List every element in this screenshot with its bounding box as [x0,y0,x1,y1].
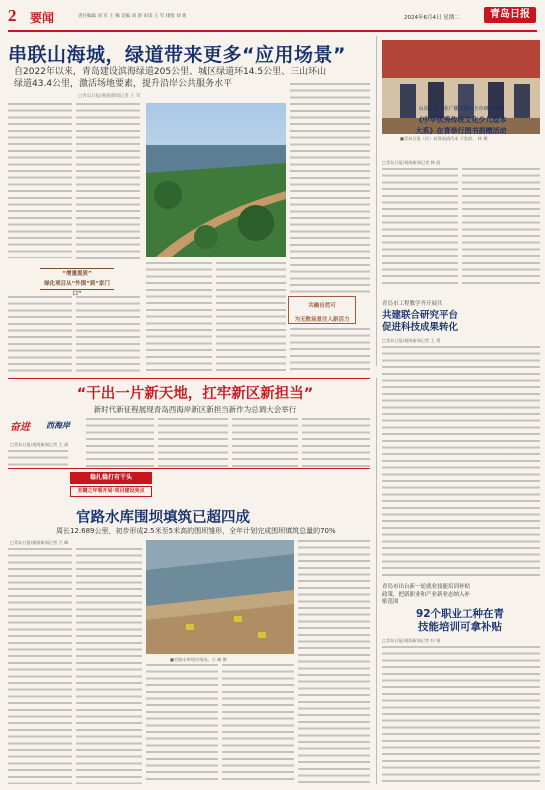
lead-pull-quote [40,268,114,297]
bottom-body-col-5 [298,540,370,784]
banner-body-col-3 [158,418,228,468]
lead-body-col-3 [146,262,212,374]
series-tag-line-2: 关键之年看开局·项目建设亮点 [70,486,152,497]
column-divider [376,36,377,366]
bottom-top-rule [8,468,370,469]
lead-subtitle-line-2: 绿道43.4公里，激活场地要素，提升沿岸公共服务水平 [14,79,233,89]
box-quote-line-1: 共融自然可 [308,303,336,309]
bottom-subtitle: 周长12.689公里，初步形成2.5米至5米高的围坝雏形，全年计划完成围坝填筑总量的70% [56,527,336,535]
bottom-photo-caption: ■官路水库建设现场。吕 峰 摄 [170,657,227,662]
lead-body-col-5b [290,328,370,374]
right-bottom-headline-line-1: 92个职业工种在青 [415,608,505,620]
bottom-body-col-3 [146,664,218,784]
lead-body-col-1 [8,103,72,258]
banner-body-col-1 [8,450,68,468]
issue-date: 2024年6月4日 星期二 [404,15,460,21]
series-tag-line-1: 稳扎稳打有干头 [70,472,152,484]
right-mid-headline-line-1: 青岛市工程教学齐开展共 [382,301,443,307]
page-number: 2 [8,6,17,25]
lead-headline: 串联山海城，绿道带来更多“应用场景” [8,44,346,66]
bottom-body-col-1 [8,548,72,784]
right-top-body-col-2 [462,168,540,286]
pull-quote-line-2: 绿化项目从“外围”到“家门口” [44,281,110,297]
banner-logo-b: 西海岸 [46,420,70,430]
lead-byline: □青岛日报/观海新闻记者 王 军 [78,94,141,99]
lead-body-col-2b [76,296,140,374]
banner-logo-a: 奋进 [10,422,30,433]
banner-byline: □青岛日报/观海新闻记者 王 斌 [10,442,69,447]
lead-body-col-5 [290,83,370,293]
lead-subtitle-line-1: 自2022年以来，青岛建设滨海绿道205公里、城区绿道环14.5公里、三山环山 [14,67,327,77]
right-bottom-kicker-line-3: 贴范围 [382,599,399,605]
right-bottom-headline-line-2: 技能培训可拿补贴 [418,620,502,633]
banner-body-col-4 [232,418,298,468]
right-top-headline [382,104,540,156]
right-top-headline-line-2: 《中华优秀传统文化少儿绘本 [415,116,507,124]
right-mid-headline-line-3: 促进科技成果转化 [382,322,459,333]
box-quote-line-2: 为无数场景注入新活力 [294,317,350,323]
banner-headline: “干出一片新天地，扛牢新区新担当” [76,386,314,402]
bottom-byline: □青岛日报/观海新闻记者 吕 峰 [10,540,69,545]
lead-body-col-4 [216,262,286,374]
right-mid-headline-line-2: 共建联合研究平台 [382,310,459,321]
right-mid-byline: □青岛日报/观海新闻记者 王 勇 [382,338,441,343]
right-top-headline-line-3: 大系》在青举行图书捐赠活动 [415,127,507,135]
banner-subtitle: 新时代新征程展现青岛西海岸新区新担当新作为总调大会举行 [93,405,297,414]
bottom-body-col-2 [76,548,142,784]
right-bottom-headline [395,608,525,633]
right-bottom-kicker-line-1: 青岛市出台新一轮就业技能培训补贴 [382,584,471,590]
right-top-body-col-1 [382,168,458,286]
greenway-photo-illustration [146,103,286,257]
right-bottom-body [382,646,540,784]
bottom-series-tag [70,472,152,498]
newspaper-logo: 青岛日报 [484,7,536,23]
lead-body-col-1b [8,296,72,374]
section-name: 要闻 [30,11,55,25]
right-mid-headline [382,298,540,334]
right-top-headline-line-1: 山东文化产业广播大赛后全市研讨实践 [418,106,504,112]
bottom-headline: 官路水库围坝填筑已超四成 [76,510,250,526]
right-top-byline: □青岛日报/观海新闻记者 韩 晨 [382,160,441,165]
lead-box-quote [288,296,356,324]
right-bottom-kicker-line-2: 政策，把新职业和产业新业态纳入补 [382,591,471,598]
banner-body-col-2 [86,418,154,468]
editor-credits: 责任编辑 刘 军 王 佩 美编 刘 新 审读 王 军 排版 刘 新 [78,14,187,19]
lead-body-col-2 [76,103,140,259]
lead-photo-greenway [146,103,286,257]
reservoir-aerial-photo [146,540,294,654]
masthead [8,4,537,32]
banner-column-logo [10,418,82,438]
right-mid-body [382,346,540,576]
banner-top-rule [8,378,370,379]
right-top-caption: ■青岛日报（社）获得高清代本 下发的。 林 摄 [400,136,488,141]
column-divider-2 [376,378,377,784]
bottom-body-col-4 [222,664,294,784]
bottom-photo-reservoir [146,540,294,654]
pull-quote-line-1: “增量提质” [62,271,92,277]
banner-body-col-5 [302,418,370,468]
right-bottom-kicker [382,584,540,607]
right-bottom-byline: □青岛日报/观海新闻记者 杜 娟 [382,638,441,643]
